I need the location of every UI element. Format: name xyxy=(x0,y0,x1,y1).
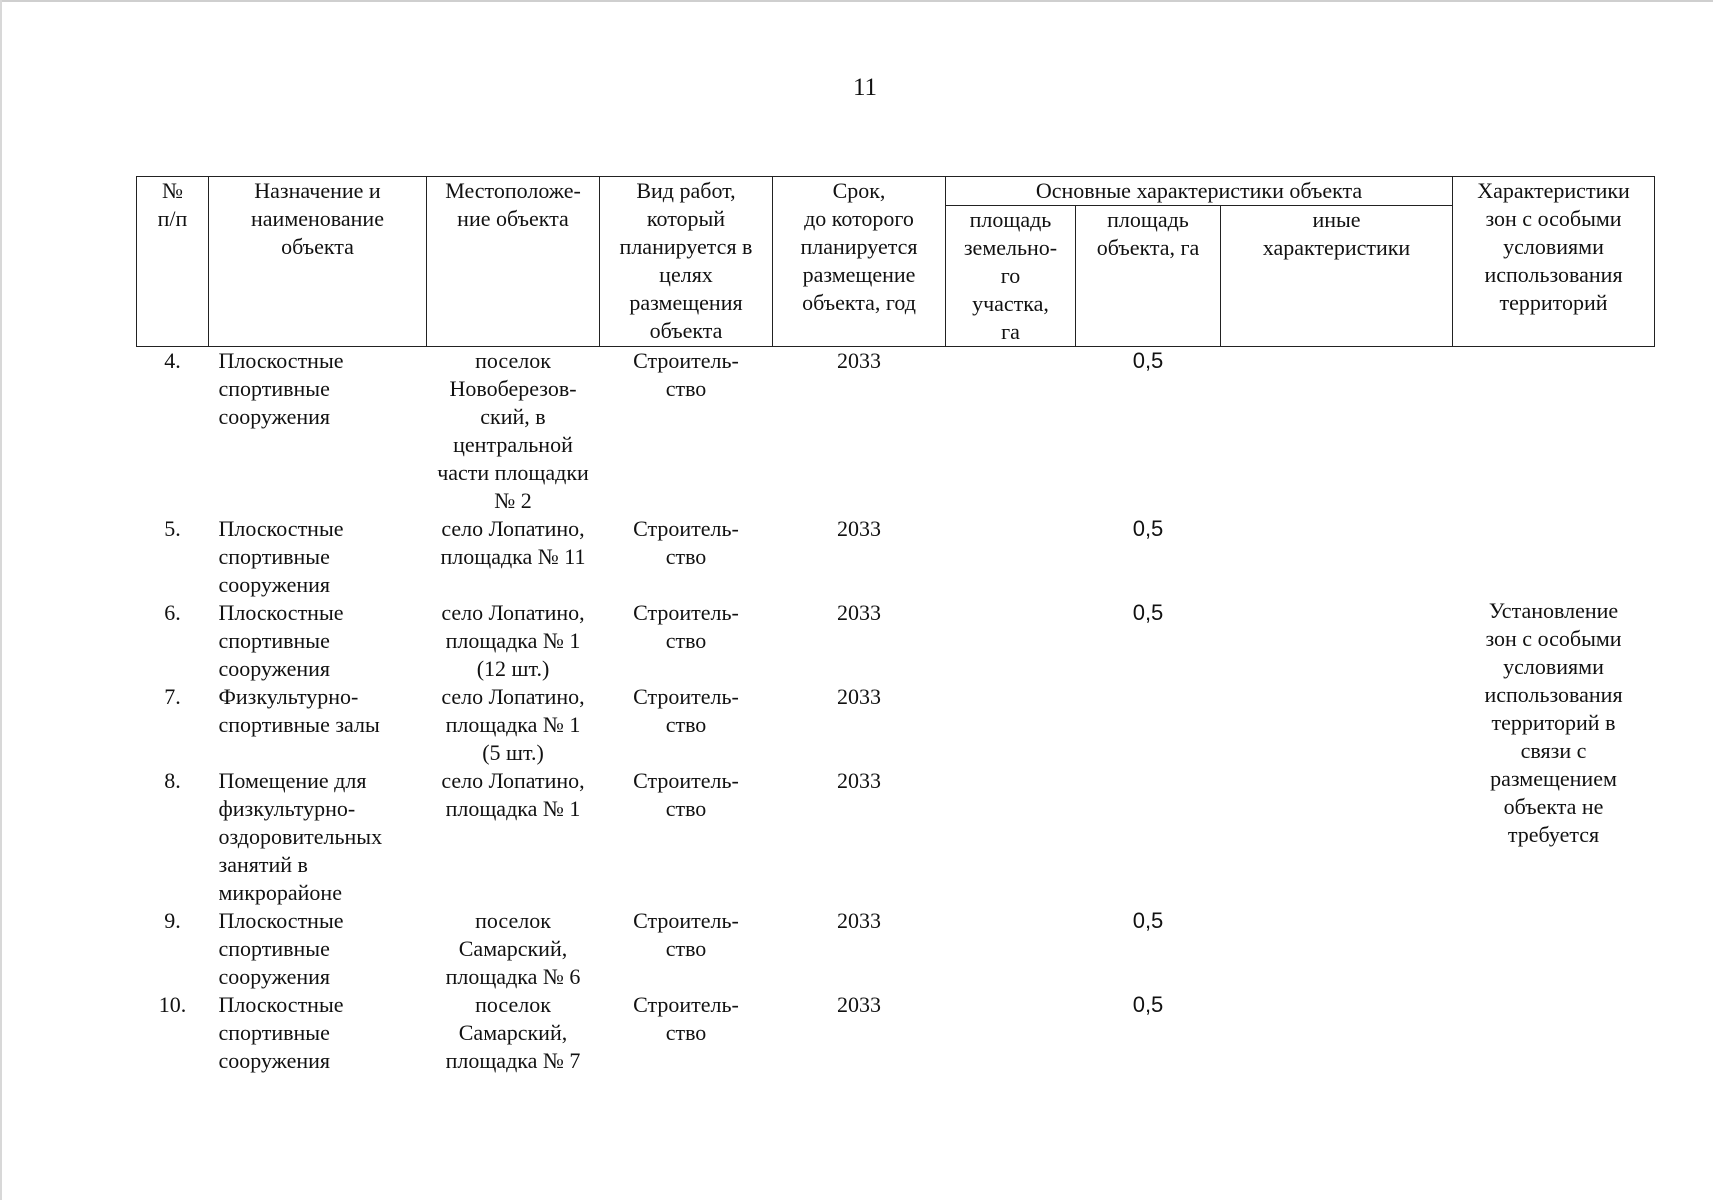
row-location: поселок Новоберезов- ский, в центральной части площадки № 2 xyxy=(437,348,589,513)
row-land-area xyxy=(946,991,1076,1075)
row-work: Строитель- ство xyxy=(633,600,739,653)
row-name: Плоскостные спортивные сооружения xyxy=(218,908,344,989)
row-work: Строитель- ство xyxy=(633,908,739,961)
row-work: Строитель- ство xyxy=(633,684,739,737)
row-land-area xyxy=(946,347,1076,516)
table-header xyxy=(137,177,1655,347)
header-name: Назначение и наименование объекта xyxy=(209,177,427,347)
header-land-area: площадь земельно- го участка, га xyxy=(946,206,1076,347)
row-name: Физкультурно- спортивные залы xyxy=(218,684,380,737)
table-row xyxy=(137,907,1655,991)
row-num: 4. xyxy=(164,348,181,373)
row-other xyxy=(1221,599,1453,683)
header-object-area: площадь объекта, га xyxy=(1076,206,1221,347)
objects-table xyxy=(136,176,1655,1075)
row-land-area xyxy=(946,767,1076,907)
header-location: Местоположе- ние объекта xyxy=(427,177,600,347)
row-land-area xyxy=(946,599,1076,683)
row-other xyxy=(1221,907,1453,991)
row-num: 9. xyxy=(164,908,181,933)
row-year: 2033 xyxy=(837,992,881,1017)
row-location: село Лопатино, площадка № 1 (5 шт.) xyxy=(441,684,585,765)
row-name: Плоскостные спортивные сооружения xyxy=(218,516,344,597)
row-year: 2033 xyxy=(837,908,881,933)
row-land-area xyxy=(946,515,1076,599)
header-other: иные характеристики xyxy=(1221,206,1453,347)
row-name: Помещение для физкультурно- оздоровительных занятий в микрорайоне xyxy=(218,768,383,905)
zones-note: Установление зон с особыми условиями использования территорий в связи с размещением объекта не требуется xyxy=(1484,598,1623,847)
row-location: село Лопатино, площадка № 1 (12 шт.) xyxy=(441,600,585,681)
row-name: Плоскостные спортивные сооружения xyxy=(218,992,344,1073)
row-year: 2033 xyxy=(837,600,881,625)
scan-edge-left xyxy=(0,0,2,1200)
table-row xyxy=(137,683,1655,767)
header-work: Вид работ, который планируется в целях размещения объекта xyxy=(600,177,773,347)
row-object-area: 0,5 xyxy=(1132,348,1164,373)
row-object-area xyxy=(1076,683,1221,767)
row-object-area: 0,5 xyxy=(1132,992,1164,1017)
row-other xyxy=(1221,683,1453,767)
row-num: 6. xyxy=(164,600,181,625)
row-object-area xyxy=(1076,767,1221,907)
row-num: 8. xyxy=(164,768,181,793)
row-other xyxy=(1221,991,1453,1075)
row-work: Строитель- ство xyxy=(633,992,739,1045)
page-number: 11 xyxy=(852,74,878,101)
row-land-area xyxy=(946,683,1076,767)
row-object-area: 0,5 xyxy=(1132,600,1164,625)
header-deadline: Срок, до которого планируется размещение объекта, год xyxy=(773,177,946,347)
row-num: 5. xyxy=(164,516,181,541)
header-main-characteristics: Основные характеристики объекта xyxy=(946,177,1453,206)
row-land-area xyxy=(946,907,1076,991)
row-location: село Лопатино, площадка № 11 xyxy=(440,516,586,569)
scan-edge-top xyxy=(0,0,1713,2)
row-year: 2033 xyxy=(837,516,881,541)
row-name: Плоскостные спортивные сооружения xyxy=(218,348,344,429)
row-location: село Лопатино, площадка № 1 xyxy=(441,768,585,821)
row-other xyxy=(1221,347,1453,516)
row-year: 2033 xyxy=(837,348,881,373)
table-row xyxy=(137,767,1655,907)
table-row xyxy=(137,515,1655,599)
row-work: Строитель- ство xyxy=(633,348,739,401)
row-other xyxy=(1221,515,1453,599)
row-work: Строитель- ство xyxy=(633,768,739,821)
row-location: поселок Самарский, площадка № 6 xyxy=(445,908,581,989)
row-location: поселок Самарский, площадка № 7 xyxy=(445,992,581,1073)
table-row xyxy=(137,991,1655,1075)
header-num: № п/п xyxy=(137,177,209,347)
header-zones: Характеристики зон с особыми условиями использования территорий xyxy=(1453,177,1655,347)
row-num: 7. xyxy=(164,684,181,709)
row-object-area: 0,5 xyxy=(1132,908,1164,933)
row-other xyxy=(1221,767,1453,907)
row-year: 2033 xyxy=(837,684,881,709)
row-year: 2033 xyxy=(837,768,881,793)
row-num: 10. xyxy=(158,992,187,1017)
table-row xyxy=(137,347,1655,516)
table-row xyxy=(137,599,1655,683)
table-body xyxy=(137,347,1655,1076)
row-work: Строитель- ство xyxy=(633,516,739,569)
row-object-area: 0,5 xyxy=(1132,516,1164,541)
row-name: Плоскостные спортивные сооружения xyxy=(218,600,344,681)
